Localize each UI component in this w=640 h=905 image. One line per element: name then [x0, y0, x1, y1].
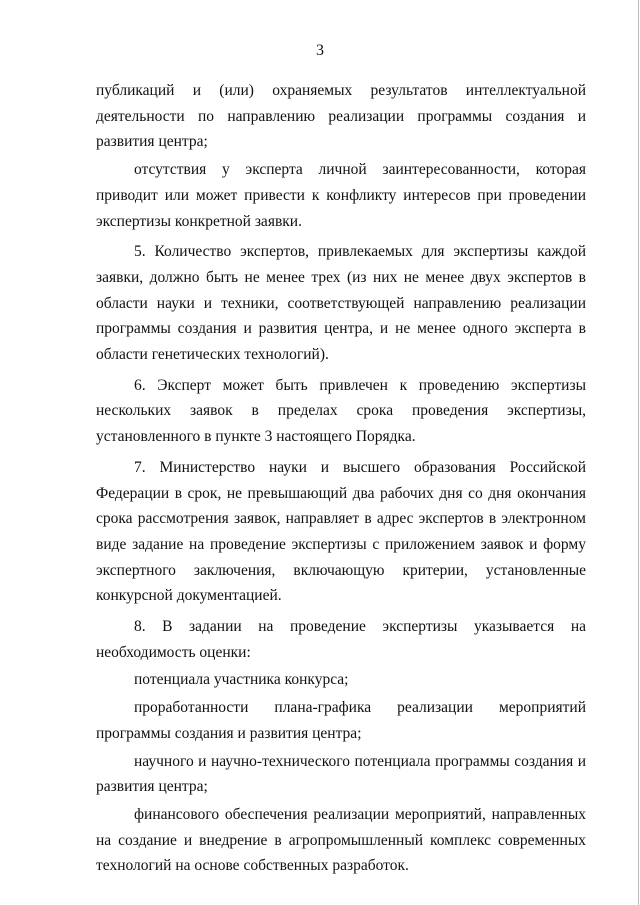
paragraph-item-8-task-assessment: 8. В задании на проведение экспертизы указывается на необходимость оценки:	[96, 618, 586, 661]
paragraph-item-6-multiple-applications: 6. Эксперт может быть привлечен к проведению экспертизы нескольких заявок в пределах срока проведения экспертизы, установленного в пункте 3 настоящего Порядка.	[96, 376, 586, 446]
paragraph-schedule-development: проработанности плана-графика реализации мероприятий программы создания и развития центра;	[96, 699, 586, 742]
paragraph-financial-support: финансового обеспечения реализации мероприятий, направленных на создание и внедрение в агропромышленный комплекс современных технологий на основе собственных разработок.	[96, 805, 586, 875]
scan-edge-line	[638, 0, 639, 905]
paragraph-scientific-potential: научного и научно-технического потенциала программы создания и развития центра;	[96, 752, 586, 796]
paragraph-contest-participant-potential: потенциала участника конкурса;	[134, 671, 349, 689]
page-number: 3	[316, 42, 324, 59]
document-body	[96, 78, 586, 879]
paragraph-continuation-publications: публикаций и (или) охраняемых результатов интеллектуальной деятельности по направлению реализации программы создания и развития центра;	[96, 82, 586, 151]
paragraph-item-5-expert-count: 5. Количество экспертов, привлекаемых для экспертизы каждой заявки, должно быть не менее трех (из них не менее двух экспертов в области науки и техники, соответствующей направлению реализации программы создания и развития центра, и не менее одного эксперта в области генетических технологий).	[96, 243, 586, 364]
paragraph-item-7-ministry-task: 7. Министерство науки и высшего образования Российской Федерации в срок, не превышающий два рабочих дня со дня окончания срока рассмотрения заявок, направляет в адрес экспертов в электронном виде задание на проведение экспертизы с приложением заявок и форму экспертного заключения, включающую критерии, установленные конкурсной документацией.	[96, 458, 586, 605]
paragraph-conflict-of-interest: отсутствия у эксперта личной заинтересованности, которая приводит или может привести к конфликту интересов при проведении экспертизы конкретной заявки.	[96, 161, 586, 230]
